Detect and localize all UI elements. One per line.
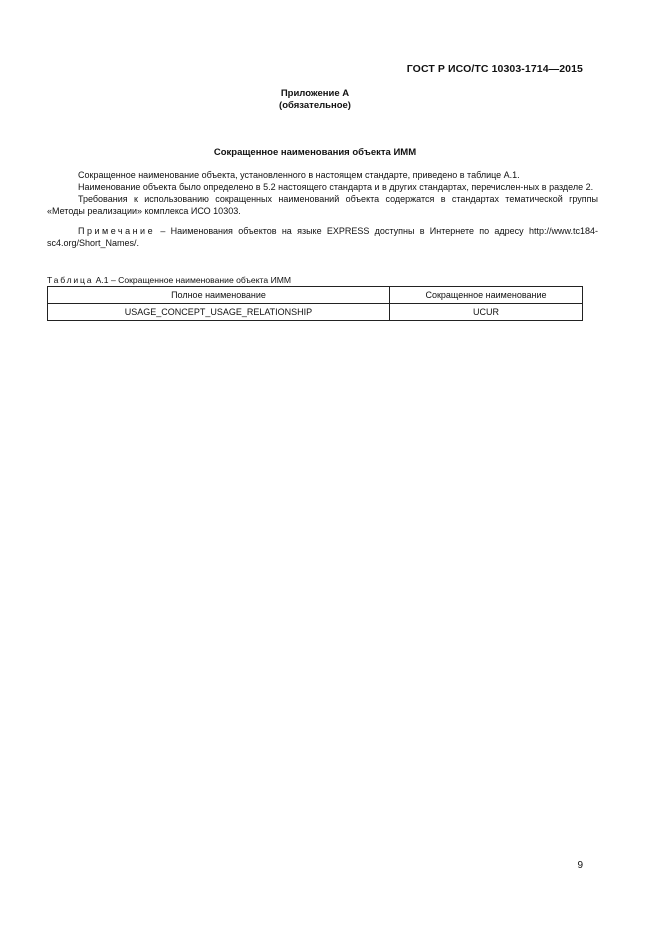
table-cell-short-name: UCUR xyxy=(390,304,583,321)
table-caption xyxy=(47,275,291,285)
paragraph-1: Сокращенное наименование объекта, установленного в настоящем стандарте, приведено в таблице А.1. xyxy=(78,170,520,180)
body-text xyxy=(47,169,598,249)
table-cell-full-name: USAGE_CONCEPT_USAGE_RELATIONSHIP xyxy=(48,304,390,321)
column-header-short-name: Сокращенное наименование xyxy=(390,287,583,304)
short-names-table xyxy=(47,286,583,321)
table-row xyxy=(48,304,583,321)
table-caption-text: А.1 – Сокращенное наименование объекта ИММ xyxy=(93,275,292,285)
note-text: – Наименования объектов на языке EXPRESS доступны в Интернете по адресу http://www.tc184-sc4.org/Short_Names/. xyxy=(47,226,598,248)
paragraph-2: Наименование объекта было определено в 5.2 настоящего стандарта и в других стандартах, перечислен-ных в разделе 2. xyxy=(78,182,594,192)
annex-heading xyxy=(0,88,630,112)
annex-status: (обязательное) xyxy=(279,100,351,111)
column-header-full-name: Полное наименование xyxy=(48,287,390,304)
annex-title: Приложение А xyxy=(280,88,350,99)
paragraph-3: Требования к использованию сокращенных наименований объекта содержатся в стандартах тематической группы «Методы реализации» комплекса ИСО 10303. xyxy=(47,194,598,216)
section-title: Сокращенное наименования объекта ИММ xyxy=(213,147,417,158)
document-header: ГОСТ Р ИСО/ТС 10303-1714—2015 xyxy=(406,63,583,75)
table-caption-label: Таблица xyxy=(47,275,94,285)
table-header-row xyxy=(48,287,583,304)
page-number: 9 xyxy=(577,860,583,871)
note-label: Примечание xyxy=(78,226,156,236)
note-paragraph xyxy=(47,225,598,249)
